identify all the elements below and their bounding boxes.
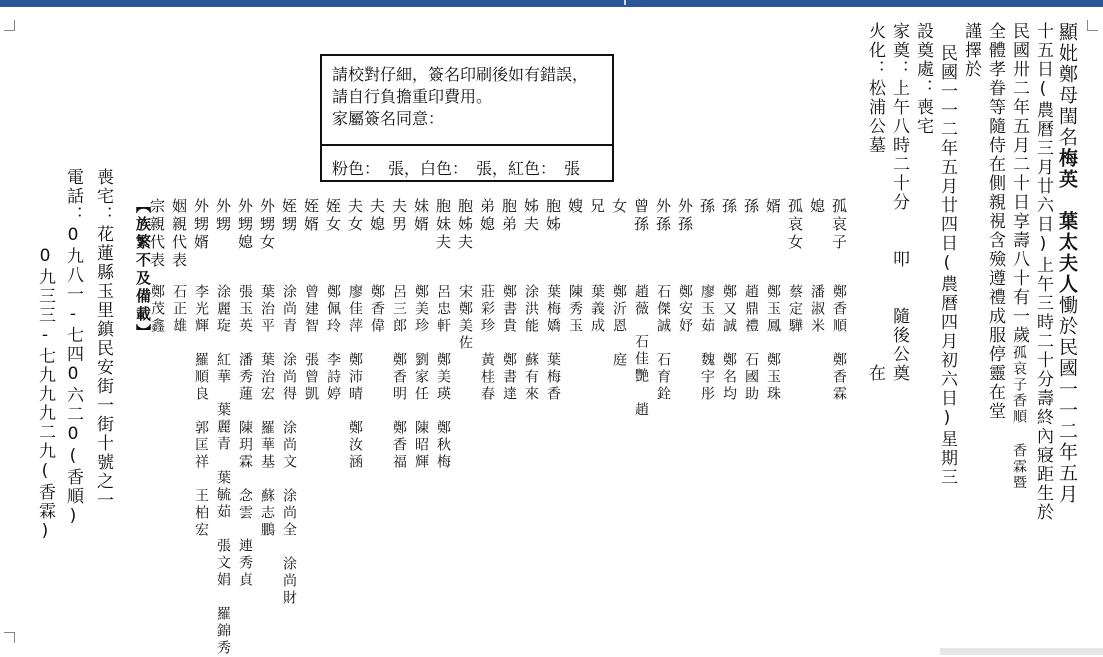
relative-name: 黃桂春 [479, 352, 495, 403]
relative-title: 夫男 [390, 198, 408, 234]
obituary-line: 謹擇於 [961, 22, 981, 79]
obituary-line: 十五日(農曆三月廿六日)上午三時二十分壽終內寢距生於 [1033, 22, 1053, 522]
margin-corner-mark [4, 632, 15, 643]
relative-name: 鄭香明 [391, 352, 407, 403]
relative-name: 紅華 [215, 352, 231, 386]
relative-name: 呂忠軒 [435, 284, 451, 335]
relative-name: 涂麗琁 [215, 284, 231, 335]
relative-name: 鄭美珍 [413, 284, 429, 335]
relative-title: 孫 [720, 198, 738, 216]
relative-name: 潘淑米 [809, 284, 825, 335]
family-too-numerous-note: 【族繁不及備載】 [134, 198, 152, 342]
relative-name: 鄭香福 [391, 420, 407, 471]
relative-name: 石國助 [743, 352, 759, 403]
relative-title: 曾孫 [632, 198, 650, 234]
relative-name: 鄭茂鑫 [149, 284, 165, 335]
relative-title: 夫媳 [368, 198, 386, 234]
relative-name: 宋鄭美佐 [457, 284, 473, 352]
relative-name: 葉梅香 [545, 352, 561, 403]
relative-name: 涂洪能 [523, 284, 539, 335]
relative-name: 李光輝 [193, 284, 209, 335]
relative-name: 鄭又誠 [721, 284, 737, 335]
relative-title: 宗親代表 [148, 198, 166, 270]
window-title-bar [0, 0, 1103, 7]
relative-title: 胞妹夫 [434, 198, 452, 252]
relative-name: 張曾凱 [303, 352, 319, 403]
relative-name: 蘇志鵬 [259, 488, 275, 539]
relative-name: 鄭沛晴 [347, 352, 363, 403]
relative-name: 趙薇 [633, 284, 649, 318]
relative-title: 夫女 [346, 198, 364, 234]
relative-name: 涂尚得 [281, 352, 297, 403]
relative-name: 石佳艷 [633, 334, 649, 385]
relative-title: 姪婿 [302, 198, 320, 234]
margin-corner-mark [1087, 20, 1098, 31]
obituary-headline: 顯妣鄭母閨名梅英 葉太夫人慟於民國一一二年五月 [1056, 22, 1078, 505]
contact-phone-1: 電話：0九八一-七四0六二0(香順) [63, 168, 83, 528]
relative-name: 鄭香順 [831, 284, 847, 335]
relative-name: 葉治平 [259, 284, 275, 335]
relative-name: 鄭書貴 [501, 284, 517, 335]
relative-name: 鄭香霖 [831, 352, 847, 403]
relative-name: 羅華基 [259, 420, 275, 471]
relative-title: 孤哀子 [830, 198, 848, 252]
notice-text [332, 64, 588, 130]
relative-title: 孫 [698, 198, 716, 216]
notice-line: 請自行負擔重印費用。 [332, 87, 493, 106]
relative-title: 姊夫 [522, 198, 540, 234]
relative-name: 鄭佩玲 [325, 284, 341, 335]
obituary-line: 全體孝眷等隨侍在側親視含殮遵禮成服停靈在堂 [985, 22, 1005, 421]
relative-name: 廖佳萍 [347, 284, 363, 335]
relative-name: 石正雄 [171, 284, 187, 335]
relative-name: 廖玉茹 [699, 284, 715, 335]
service-location-line: 設奠處：喪宅 [913, 22, 933, 136]
funeral-date-line: 民國一一二年五月廿四日(農曆四月初六日)星期三 [937, 44, 957, 487]
relative-name: 陳昭輝 [413, 420, 429, 471]
relative-name: 葉毓茹 [215, 470, 231, 521]
relative-name: 魏宇彤 [699, 352, 715, 403]
notice-line: 請校對仔細，簽名印刷後如有錯誤， [332, 65, 589, 84]
relative-name: 劉家任 [413, 352, 429, 403]
relative-title: 孤哀女 [786, 198, 804, 252]
relative-name: 石傑誠 [655, 284, 671, 335]
relative-name: 郭匡祥 [193, 420, 209, 471]
relative-name: 涂尚青 [281, 284, 297, 335]
relative-name: 呂三郎 [391, 284, 407, 335]
relative-title: 胞姊 [544, 198, 562, 234]
relative-name: 趙鼎禮 [743, 284, 759, 335]
relative-title: 胞弟 [500, 198, 518, 234]
relative-name: 陳玥霖 [237, 420, 253, 471]
relative-name: 鄭沂恩 [611, 284, 627, 335]
funeral-home-address: 喪宅：花蓮縣玉里鎮民安街一街十號之一 [93, 168, 113, 510]
title-bar-marker [624, 0, 626, 5]
relative-name: 石育銓 [655, 352, 671, 403]
relative-title: 弟媳 [478, 198, 496, 234]
relative-name: 庭 [611, 352, 627, 369]
relative-name: 陳秀玉 [567, 284, 583, 335]
relative-name: 王柏宏 [193, 488, 209, 539]
relative-name: 念雲 [237, 488, 253, 522]
relative-title: 妹婿 [412, 198, 430, 234]
relative-name: 鄭秋梅 [435, 420, 451, 471]
relative-name: 曾建智 [303, 284, 319, 335]
margin-corner-mark [4, 20, 15, 31]
relative-title: 外甥女 [258, 198, 276, 252]
notice-color-quantities: 粉色： 張，白色： 張，紅色： 張 [332, 159, 581, 178]
proof-notice-box [320, 54, 614, 182]
relative-title: 外甥 [214, 198, 232, 234]
relative-title: 姪女 [324, 198, 342, 234]
contact-phone-2: 0九三三-七九九九二九(香霖) [35, 246, 55, 543]
relative-name: 鄭美瑛 [435, 352, 451, 403]
relative-name: 鄭玉鳳 [765, 284, 781, 335]
relative-name: 葉麗青 [215, 402, 231, 453]
relative-title: 女 [610, 198, 628, 216]
relative-name: 涂尚全 [281, 488, 297, 539]
relative-name: 張文娟 [215, 538, 231, 589]
relative-name: 涂尚文 [281, 420, 297, 471]
notice-signature-line: 家屬簽名同意： [332, 109, 445, 128]
obituary-line: 民國卅二年五月二十日享壽八十有一歲孤哀子香順 香霖暨 [1009, 22, 1029, 491]
relative-title: 外孫 [654, 198, 672, 234]
relative-title: 外甥婿 [192, 198, 210, 252]
relative-name: 張玉英 [237, 284, 253, 335]
relative-name: 葉治宏 [259, 352, 275, 403]
relative-name: 鄭名均 [721, 352, 737, 403]
relative-title: 兄 [588, 198, 606, 216]
relative-title: 外甥媳 [236, 198, 254, 252]
relative-name: 鄭香偉 [369, 284, 385, 335]
relative-name: 鄭安妤 [677, 284, 693, 335]
relative-name: 葉義成 [589, 284, 605, 335]
family-rite-line: 家奠：上午八時二十分 叩 隨後公奠 [889, 22, 909, 383]
relative-name: 鄭汝涵 [347, 420, 363, 471]
relative-title: 姻親代表 [170, 198, 188, 270]
relative-title: 外孫 [676, 198, 694, 234]
relative-name: 羅錦秀 [215, 606, 231, 657]
relative-name: 蘇有來 [523, 352, 539, 403]
relative-name: 羅順良 [193, 352, 209, 403]
relative-title: 媳 [808, 198, 826, 216]
relative-title: 婿 [764, 198, 782, 216]
relative-name: 連秀貞 [237, 538, 253, 589]
cremation-line: 火化：松浦公墓 在 [865, 22, 885, 383]
relative-name: 涂尚財 [281, 556, 297, 607]
notice-divider [322, 144, 612, 146]
relative-title: 嫂 [566, 198, 584, 216]
relative-title: 胞姊夫 [456, 198, 474, 252]
relative-name: 蔡定驊 [787, 284, 803, 335]
relative-name: 趙 [633, 402, 649, 419]
relative-name: 潘秀蓮 [237, 352, 253, 403]
relative-name: 李詩婷 [325, 352, 341, 403]
relative-name: 莊彩珍 [479, 284, 495, 335]
relative-name: 鄭玉珠 [765, 352, 781, 403]
relative-title: 孫 [742, 198, 760, 216]
relative-title: 姪甥 [280, 198, 298, 234]
relative-name: 葉梅嬌 [545, 284, 561, 335]
status-bar [940, 648, 1103, 655]
relative-name: 鄭書達 [501, 352, 517, 403]
